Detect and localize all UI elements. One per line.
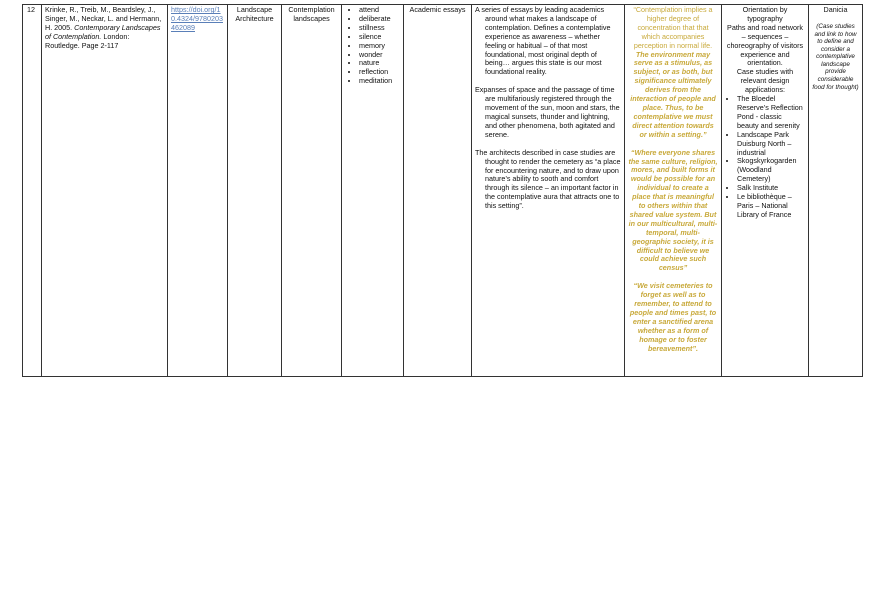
summary-paragraph: The architects described in case studies are thought to render the cemetery as “a place for encountering nature, and to draw upon nature’s ability to sooth and comfort through its silence – an important factor in the contemplative aura that attracts one to this setting”. <box>475 147 621 211</box>
doi-link[interactable]: https://doi.org/10.4324/9780203462089 <box>171 5 223 32</box>
case-list <box>725 95 805 220</box>
keywords-cell <box>342 5 404 377</box>
keyword-item: • reflection <box>359 68 400 77</box>
case-item: • The Bloedel Reserve’s Reflection Pond - classic beauty and serenity <box>737 95 805 131</box>
keyword-item: • memory <box>359 42 400 51</box>
summary-paragraph: A series of essays by leading academics around what makes a landscape of contemplation. Defines a contemplative experience as awareness – whether feeling or habitual – of that most foundational, most original depth of being… argues this state is our most foundational reality. <box>475 5 611 77</box>
keyword-item: • nature <box>359 59 400 68</box>
keyword-item: • silence <box>359 33 400 42</box>
quote-bold: The environment may serve as a stimulus, as subject, or as both, but significance ultimately derives from the interaction of people and place. Thus, to be contemplative we must direct attention towards or within a setting.” <box>630 49 716 139</box>
summary-cell <box>472 5 625 377</box>
row-number: 12 <box>23 5 42 377</box>
citation-title: Contemporary Landscapes of Contemplation. <box>45 22 161 41</box>
case-item: • Landscape Park Duisburg North – industrial <box>737 131 805 158</box>
keyword-list <box>345 6 400 86</box>
citation-publisher: London: Routledge. Page 2-117 <box>45 31 130 50</box>
quote-block <box>628 6 718 140</box>
citation-authors: Krinke, R., Treib, M., Beardsley, J., Singer, M., Neckar, L. and Hermann, H. 2005. <box>45 5 162 32</box>
keyword-item: • wonder <box>359 51 400 60</box>
table-row <box>23 5 863 377</box>
discipline-cell: Landscape Architecture <box>228 5 282 377</box>
case-item: • Skogskyrkogarden (Woodland Cemetery) <box>737 157 805 184</box>
quote-block: “We visit cemeteries to forget as well as to remember, to attend to people and times past, to enter a sanctified arena whether as a form of homage or to foster bereavement”. <box>629 281 717 353</box>
keyword-item: • deliberate <box>359 15 400 24</box>
keyword-item: • meditation <box>359 77 400 86</box>
topic-cell: Contemplation landscapes <box>282 5 342 377</box>
case-item: • Le bibliothèque – Paris – National Library of France <box>737 193 805 220</box>
source-type-cell: Academic essays <box>404 5 472 377</box>
design-cell <box>722 5 809 377</box>
citation-cell <box>42 5 168 377</box>
summary-paragraph: Expanses of space and the passage of time are multifariously registered through the movement of the sun, moon and stars, the magical sunsets, thunder and lightning, and other phenomena, both agitated and serene. <box>475 85 620 139</box>
quote-plain: “Contemplation implies a higher degree of concentration that that which accompanies perception in normal life. <box>633 5 713 50</box>
keyword-item: • attend <box>359 6 400 15</box>
reviewer-note: (Case studies and link to how to define and consider a contemplative landscape provide considerable food for thought) <box>812 22 859 91</box>
literature-table <box>22 4 863 377</box>
reviewer-name: Danicia <box>823 5 848 14</box>
reviewer-cell <box>809 5 863 377</box>
case-item: • Salk Institute <box>737 184 805 193</box>
quotes-cell <box>625 5 722 377</box>
quote-block: “Where everyone shares the same culture, religion, mores, and built forms it would be possible for an individual to create a place that is meaningful to others within that shared value system. But in our multicultural, multi-temporal, multi-geographic society, it is difficult to believe we could achieve such census” <box>628 147 718 273</box>
keyword-item: • stillness <box>359 24 400 33</box>
design-intro: Orientation by typography Paths and road network – sequences – choreography of visitors experience and orientation. Case studies with relevant design applications: <box>726 5 804 95</box>
doi-cell <box>168 5 228 377</box>
